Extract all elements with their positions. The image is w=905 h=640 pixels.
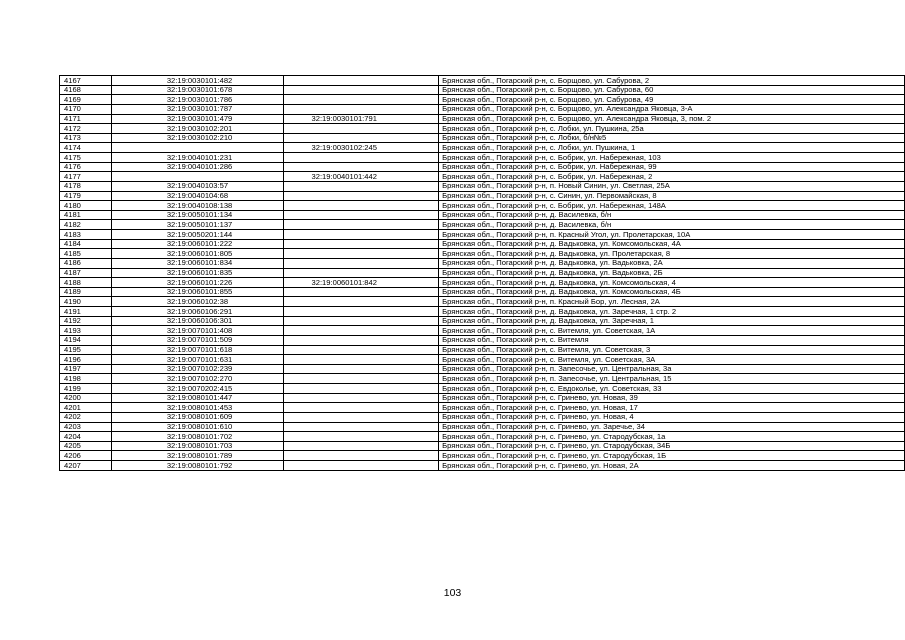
table-row — [60, 451, 905, 461]
linked-cadastral-number-cell — [283, 153, 439, 163]
linked-cadastral-number-cell — [283, 297, 439, 307]
linked-cadastral-number-cell — [283, 191, 439, 201]
table-row — [60, 143, 905, 153]
table-row — [60, 249, 905, 259]
cadastral-number-cell: 32:19:0080101:447 — [111, 393, 283, 403]
address-cell: Брянская обл., Погарский р-н, с. Борщово, ул. Александра Яковца, 3, пом. 2 — [439, 114, 905, 124]
row-number-cell: 4173 — [60, 133, 112, 143]
row-number-cell: 4175 — [60, 153, 112, 163]
cadastral-number-cell: 32:19:0070102:239 — [111, 364, 283, 374]
table-row — [60, 181, 905, 191]
table-row — [60, 326, 905, 336]
linked-cadastral-number-cell — [283, 374, 439, 384]
cadastral-number-cell: 32:19:0050201:144 — [111, 230, 283, 240]
linked-cadastral-number-cell — [283, 76, 439, 86]
cadastral-number-cell: 32:19:0060101:834 — [111, 258, 283, 268]
linked-cadastral-number-cell — [283, 85, 439, 95]
row-number-cell: 4184 — [60, 239, 112, 249]
linked-cadastral-number-cell — [283, 124, 439, 134]
table-row — [60, 239, 905, 249]
table-row — [60, 432, 905, 442]
row-number-cell: 4193 — [60, 326, 112, 336]
row-number-cell: 4169 — [60, 95, 112, 105]
row-number-cell: 4177 — [60, 172, 112, 182]
row-number-cell: 4181 — [60, 210, 112, 220]
linked-cadastral-number-cell — [283, 258, 439, 268]
linked-cadastral-number-cell — [283, 104, 439, 114]
linked-cadastral-number-cell — [283, 220, 439, 230]
address-cell: Брянская обл., Погарский р-н, с. Лобки, ул. Пушкина, 25а — [439, 124, 905, 134]
table-row — [60, 76, 905, 86]
row-number-cell: 4195 — [60, 345, 112, 355]
address-cell: Брянская обл., Погарский р-н, с. Синин, ул. Первомайская, 8 — [439, 191, 905, 201]
address-cell: Брянская обл., Погарский р-н, д. Вадьковка, ул. Вадьковка, 2А — [439, 258, 905, 268]
linked-cadastral-number-cell: 32:19:0040101:442 — [283, 172, 439, 182]
linked-cadastral-number-cell — [283, 181, 439, 191]
table-row — [60, 461, 905, 471]
table-row — [60, 316, 905, 326]
row-number-cell: 4191 — [60, 307, 112, 317]
address-cell: Брянская обл., Погарский р-н, с. Борщово, ул. Сабурова, 60 — [439, 85, 905, 95]
cadastral-number-cell: 32:19:0060101:226 — [111, 278, 283, 288]
table-row — [60, 441, 905, 451]
cadastral-number-cell: 32:19:0040104:68 — [111, 191, 283, 201]
linked-cadastral-number-cell: 32:19:0060101:842 — [283, 278, 439, 288]
cadastral-number-cell: 32:19:0080101:609 — [111, 412, 283, 422]
address-cell: Брянская обл., Погарский р-н, с. Витемля, ул. Советская, 3А — [439, 355, 905, 365]
linked-cadastral-number-cell — [283, 422, 439, 432]
table-row — [60, 85, 905, 95]
cadastral-number-cell: 32:19:0060106:291 — [111, 307, 283, 317]
cadastral-number-cell: 32:19:0050101:134 — [111, 210, 283, 220]
address-cell: Брянская обл., Погарский р-н, д. Василевка, б/н — [439, 220, 905, 230]
linked-cadastral-number-cell — [283, 403, 439, 413]
table-row — [60, 335, 905, 345]
row-number-cell: 4198 — [60, 374, 112, 384]
address-cell: Брянская обл., Погарский р-н, с. Бобрик, ул. Набережная, 2 — [439, 172, 905, 182]
address-cell: Брянская обл., Погарский р-н, д. Вадьковка, ул. Заречная, 1 стр. 2 — [439, 307, 905, 317]
cadastral-number-cell: 32:19:0030102:201 — [111, 124, 283, 134]
row-number-cell: 4200 — [60, 393, 112, 403]
address-cell: Брянская обл., Погарский р-н, с. Гринево, ул. Стародубская, 1Б — [439, 451, 905, 461]
cadastral-number-cell: 32:19:0060101:222 — [111, 239, 283, 249]
address-cell: Брянская обл., Погарский р-н, с. Гринево, ул. Новая, 17 — [439, 403, 905, 413]
table-row — [60, 104, 905, 114]
cadastral-number-cell: 32:19:0080101:702 — [111, 432, 283, 442]
row-number-cell: 4171 — [60, 114, 112, 124]
cadastral-number-cell: 32:19:0030101:479 — [111, 114, 283, 124]
row-number-cell: 4176 — [60, 162, 112, 172]
cadastral-number-cell: 32:19:0070202:415 — [111, 384, 283, 394]
table-row — [60, 201, 905, 211]
table-row — [60, 278, 905, 288]
cadastral-number-cell: 32:19:0030101:678 — [111, 85, 283, 95]
address-cell: Брянская обл., Погарский р-н, с. Евдоколье, ул. Советская, 33 — [439, 384, 905, 394]
address-cell: Брянская обл., Погарский р-н, д. Вадьковка, ул. Вадьковка, 2Б — [439, 268, 905, 278]
table-row — [60, 191, 905, 201]
address-cell: Брянская обл., Погарский р-н, с. Гринево, ул. Новая, 4 — [439, 412, 905, 422]
row-number-cell: 4185 — [60, 249, 112, 259]
linked-cadastral-number-cell — [283, 393, 439, 403]
address-cell: Брянская обл., Погарский р-н, с. Гринево, ул. Стародубская, 34Б — [439, 441, 905, 451]
address-cell: Брянская обл., Погарский р-н, п. Запесочье, ул. Центральная, 15 — [439, 374, 905, 384]
address-cell: Брянская обл., Погарский р-н, с. Витемля, ул. Советская, 1А — [439, 326, 905, 336]
cadastral-number-cell: 32:19:0040101:286 — [111, 162, 283, 172]
row-number-cell: 4174 — [60, 143, 112, 153]
address-cell: Брянская обл., Погарский р-н, с. Гринево, ул. Новая, 39 — [439, 393, 905, 403]
address-cell: Брянская обл., Погарский р-н, с. Бобрик, ул. Набережная, 99 — [439, 162, 905, 172]
cadastral-number-cell — [111, 143, 283, 153]
cadastral-number-cell: 32:19:0030101:786 — [111, 95, 283, 105]
registry-table-body — [60, 76, 905, 471]
cadastral-number-cell: 32:19:0060101:835 — [111, 268, 283, 278]
address-cell: Брянская обл., Погарский р-н, д. Вадьковка, ул. Комсомольская, 4 — [439, 278, 905, 288]
cadastral-number-cell: 32:19:0040101:231 — [111, 153, 283, 163]
address-cell: Брянская обл., Погарский р-н, с. Лобки, ул. Пушкина, 1 — [439, 143, 905, 153]
registry-table-container — [59, 75, 905, 471]
row-number-cell: 4179 — [60, 191, 112, 201]
row-number-cell: 4183 — [60, 230, 112, 240]
linked-cadastral-number-cell — [283, 307, 439, 317]
table-row — [60, 374, 905, 384]
linked-cadastral-number-cell — [283, 162, 439, 172]
cadastral-number-cell: 32:19:0080101:792 — [111, 461, 283, 471]
cadastral-number-cell: 32:19:0070101:631 — [111, 355, 283, 365]
table-row — [60, 307, 905, 317]
cadastral-number-cell: 32:19:0080101:610 — [111, 422, 283, 432]
cadastral-number-cell: 32:19:0070101:618 — [111, 345, 283, 355]
row-number-cell: 4207 — [60, 461, 112, 471]
table-row — [60, 124, 905, 134]
address-cell: Брянская обл., Погарский р-н, с. Витемля, ул. Советская, 3 — [439, 345, 905, 355]
address-cell: Брянская обл., Погарский р-н, д. Вадьковка, ул. Комсомольская, 4А — [439, 239, 905, 249]
address-cell: Брянская обл., Погарский р-н, с. Лобки, б/н№5 — [439, 133, 905, 143]
linked-cadastral-number-cell — [283, 335, 439, 345]
linked-cadastral-number-cell — [283, 432, 439, 442]
table-row — [60, 268, 905, 278]
linked-cadastral-number-cell — [283, 461, 439, 471]
row-number-cell: 4172 — [60, 124, 112, 134]
table-row — [60, 355, 905, 365]
row-number-cell: 4206 — [60, 451, 112, 461]
row-number-cell: 4192 — [60, 316, 112, 326]
address-cell: Брянская обл., Погарский р-н, д. Вадьковка, ул. Комсомольская, 4Б — [439, 287, 905, 297]
linked-cadastral-number-cell — [283, 239, 439, 249]
cadastral-number-cell: 32:19:0070102:270 — [111, 374, 283, 384]
cadastral-number-cell: 32:19:0060101:855 — [111, 287, 283, 297]
table-row — [60, 258, 905, 268]
linked-cadastral-number-cell — [283, 326, 439, 336]
linked-cadastral-number-cell — [283, 133, 439, 143]
linked-cadastral-number-cell: 32:19:0030101:791 — [283, 114, 439, 124]
linked-cadastral-number-cell — [283, 364, 439, 374]
cadastral-number-cell: 32:19:0080101:703 — [111, 441, 283, 451]
row-number-cell: 4202 — [60, 412, 112, 422]
cadastral-number-cell: 32:19:0060106:301 — [111, 316, 283, 326]
address-cell: Брянская обл., Погарский р-н, с. Гринево, ул. Новая, 2А — [439, 461, 905, 471]
table-row — [60, 393, 905, 403]
row-number-cell: 4199 — [60, 384, 112, 394]
cadastral-number-cell: 32:19:0030101:482 — [111, 76, 283, 86]
cadastral-number-cell: 32:19:0060101:805 — [111, 249, 283, 259]
table-row — [60, 287, 905, 297]
address-cell: Брянская обл., Погарский р-н, с. Витемля — [439, 335, 905, 345]
row-number-cell: 4204 — [60, 432, 112, 442]
address-cell: Брянская обл., Погарский р-н, с. Борщово, ул. Сабурова, 49 — [439, 95, 905, 105]
cadastral-number-cell — [111, 172, 283, 182]
row-number-cell: 4188 — [60, 278, 112, 288]
address-cell: Брянская обл., Погарский р-н, д. Вадьковка, ул. Пролетарская, 8 — [439, 249, 905, 259]
table-row — [60, 172, 905, 182]
address-cell: Брянская обл., Погарский р-н, с. Борщово, ул. Александра Яковца, 3-А — [439, 104, 905, 114]
registry-table — [59, 75, 905, 471]
linked-cadastral-number-cell — [283, 268, 439, 278]
address-cell: Брянская обл., Погарский р-н, с. Бобрик, ул. Набережная, 148А — [439, 201, 905, 211]
address-cell: Брянская обл., Погарский р-н, п. Красный Бор, ул. Лесная, 2А — [439, 297, 905, 307]
table-row — [60, 230, 905, 240]
cadastral-number-cell: 32:19:0080101:453 — [111, 403, 283, 413]
table-row — [60, 345, 905, 355]
address-cell: Брянская обл., Погарский р-н, с. Борщово, ул. Сабурова, 2 — [439, 76, 905, 86]
table-row — [60, 297, 905, 307]
row-number-cell: 4187 — [60, 268, 112, 278]
row-number-cell: 4205 — [60, 441, 112, 451]
cadastral-number-cell: 32:19:0070101:509 — [111, 335, 283, 345]
page-number: 103 — [443, 587, 462, 599]
cadastral-number-cell: 32:19:0080101:789 — [111, 451, 283, 461]
row-number-cell: 4203 — [60, 422, 112, 432]
row-number-cell: 4167 — [60, 76, 112, 86]
linked-cadastral-number-cell — [283, 451, 439, 461]
linked-cadastral-number-cell: 32:19:0030102:245 — [283, 143, 439, 153]
table-row — [60, 114, 905, 124]
linked-cadastral-number-cell — [283, 210, 439, 220]
cadastral-number-cell: 32:19:0040108:138 — [111, 201, 283, 211]
linked-cadastral-number-cell — [283, 345, 439, 355]
linked-cadastral-number-cell — [283, 384, 439, 394]
table-row — [60, 95, 905, 105]
row-number-cell: 4196 — [60, 355, 112, 365]
cadastral-number-cell: 32:19:0060102:38 — [111, 297, 283, 307]
row-number-cell: 4201 — [60, 403, 112, 413]
table-row — [60, 403, 905, 413]
address-cell: Брянская обл., Погарский р-н, п. Запесочье, ул. Центральная, 3а — [439, 364, 905, 374]
linked-cadastral-number-cell — [283, 441, 439, 451]
table-row — [60, 412, 905, 422]
address-cell: Брянская обл., Погарский р-н, с. Гринево, ул. Заречье, 34 — [439, 422, 905, 432]
cadastral-number-cell: 32:19:0040103:57 — [111, 181, 283, 191]
table-row — [60, 422, 905, 432]
row-number-cell: 4194 — [60, 335, 112, 345]
row-number-cell: 4170 — [60, 104, 112, 114]
row-number-cell: 4189 — [60, 287, 112, 297]
linked-cadastral-number-cell — [283, 355, 439, 365]
linked-cadastral-number-cell — [283, 412, 439, 422]
row-number-cell: 4178 — [60, 181, 112, 191]
row-number-cell: 4168 — [60, 85, 112, 95]
table-row — [60, 162, 905, 172]
row-number-cell: 4190 — [60, 297, 112, 307]
cadastral-number-cell: 32:19:0070101:408 — [111, 326, 283, 336]
linked-cadastral-number-cell — [283, 316, 439, 326]
address-cell: Брянская обл., Погарский р-н, д. Вадьковка, ул. Заречная, 1 — [439, 316, 905, 326]
table-row — [60, 153, 905, 163]
linked-cadastral-number-cell — [283, 201, 439, 211]
linked-cadastral-number-cell — [283, 287, 439, 297]
address-cell: Брянская обл., Погарский р-н, п. Красный Угол, ул. Пролетарская, 10А — [439, 230, 905, 240]
row-number-cell: 4197 — [60, 364, 112, 374]
linked-cadastral-number-cell — [283, 249, 439, 259]
table-row — [60, 220, 905, 230]
row-number-cell: 4186 — [60, 258, 112, 268]
table-row — [60, 133, 905, 143]
linked-cadastral-number-cell — [283, 95, 439, 105]
cadastral-number-cell: 32:19:0030101:787 — [111, 104, 283, 114]
cadastral-number-cell: 32:19:0030102:210 — [111, 133, 283, 143]
row-number-cell: 4182 — [60, 220, 112, 230]
address-cell: Брянская обл., Погарский р-н, п. Новый Синин, ул. Светлая, 25А — [439, 181, 905, 191]
address-cell: Брянская обл., Погарский р-н, с. Гринево, ул. Стародубская, 1а — [439, 432, 905, 442]
cadastral-number-cell: 32:19:0050101:137 — [111, 220, 283, 230]
address-cell: Брянская обл., Погарский р-н, с. Бобрик, ул. Набережная, 103 — [439, 153, 905, 163]
table-row — [60, 384, 905, 394]
table-row — [60, 364, 905, 374]
address-cell: Брянская обл., Погарский р-н, д. Василевка, б/н — [439, 210, 905, 220]
table-row — [60, 210, 905, 220]
linked-cadastral-number-cell — [283, 230, 439, 240]
row-number-cell: 4180 — [60, 201, 112, 211]
